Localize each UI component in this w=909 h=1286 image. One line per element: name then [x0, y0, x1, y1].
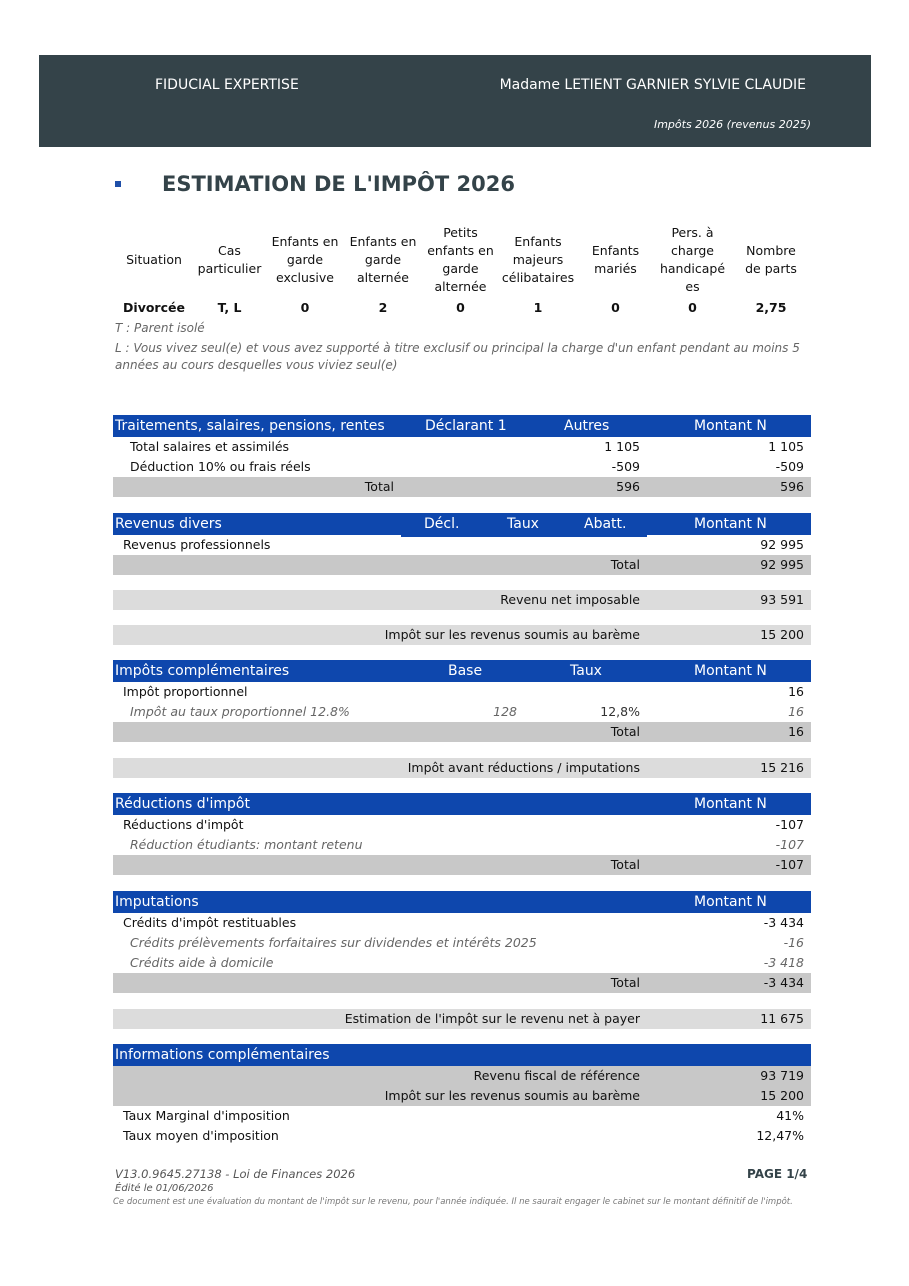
info-value: 41%	[776, 1108, 804, 1123]
column-header-decl: Décl.	[424, 516, 460, 532]
total-label: Total	[364, 479, 394, 494]
info-label: Taux Marginal d'imposition	[123, 1108, 290, 1123]
situation-value-row	[115, 298, 811, 318]
table-row	[113, 457, 811, 477]
table-row	[113, 953, 811, 973]
column-header-base: Base	[448, 663, 483, 679]
note-parent-isole: T : Parent isolé	[115, 321, 205, 335]
row-montant: -16	[783, 935, 804, 950]
section-header	[113, 891, 811, 913]
table-row	[113, 913, 811, 933]
situation-value: 1	[533, 300, 543, 315]
row-autres: 1 105	[604, 439, 640, 454]
info-row	[113, 1086, 811, 1106]
row-montant: -107	[775, 837, 804, 852]
total-row	[113, 555, 811, 575]
row-label: Crédits aide à domicile	[130, 955, 274, 970]
column-header-abatt: Abatt.	[584, 516, 627, 532]
section-title: Impôts complémentaires	[115, 663, 290, 679]
column-header-montant: Montant N	[694, 894, 767, 910]
total-montant: -3 434	[763, 975, 804, 990]
column-header-taux: Taux	[570, 663, 602, 679]
situation-header: Enfants mariés	[591, 243, 640, 276]
page-number: PAGE 1/4	[747, 1167, 808, 1181]
info-value: 93 719	[760, 1068, 804, 1083]
total-label: Total	[610, 724, 640, 739]
revenus-divers-section	[113, 513, 811, 575]
row-base: 128	[493, 704, 517, 719]
title-bullet-icon	[115, 181, 121, 187]
situation-header: Situation	[126, 252, 182, 267]
section-header	[113, 513, 811, 535]
note-case-l-line2: années au cours desquelles vous viviez seul(e)	[115, 358, 398, 372]
total-label: Total	[610, 975, 640, 990]
column-header-declarant: Déclarant 1	[425, 418, 507, 434]
summary-row	[113, 758, 811, 778]
summary-value: 15 216	[760, 760, 804, 775]
info-row	[113, 1126, 811, 1146]
total-label: Total	[610, 557, 640, 572]
situation-value: T, L	[217, 300, 242, 315]
disclaimer: Ce document est une évaluation du montant de l'impôt sur le revenu, pour l'année indiquée. Il ne saurait engager le cabinet sur le montant définitif de l'impôt.	[113, 1197, 793, 1207]
section-header	[113, 660, 811, 682]
table-row	[113, 437, 811, 457]
total-row	[113, 477, 811, 497]
row-label: Impôt proportionnel	[123, 684, 248, 699]
table-row	[113, 815, 811, 835]
situation-table	[115, 222, 811, 318]
table-row	[113, 535, 811, 555]
total-montant: 92 995	[760, 557, 804, 572]
summary-value: 15 200	[760, 627, 804, 642]
summary-value: 11 675	[760, 1011, 804, 1026]
table-row	[113, 933, 811, 953]
row-montant: 16	[788, 704, 804, 719]
row-montant: 1 105	[768, 439, 804, 454]
firm-name: FIDUCIAL EXPERTISE	[155, 77, 299, 93]
row-label: Réduction étudiants: montant retenu	[130, 837, 363, 852]
total-row	[113, 722, 811, 742]
section-title: Revenus divers	[115, 516, 222, 532]
total-montant: 596	[780, 479, 804, 494]
tax-year-subtitle: Impôts 2026 (revenus 2025)	[653, 118, 811, 131]
row-montant: 16	[788, 684, 804, 699]
row-montant: -3 434	[763, 915, 804, 930]
summary-row	[113, 590, 811, 610]
summary-label: Impôt avant réductions / imputations	[407, 760, 640, 775]
summary-value: 93 591	[760, 592, 804, 607]
section-header	[113, 1044, 811, 1066]
row-autres: -509	[611, 459, 640, 474]
impots-complementaires-section	[113, 660, 811, 742]
column-header-taux: Taux	[507, 516, 539, 532]
note-case-l-line1: L : Vous vivez seul(e) et vous avez supporté à titre exclusif ou principal la charge d'un enfant pendant au moins 5	[115, 341, 800, 355]
situation-header: Nombre de parts	[745, 243, 797, 276]
situation-value: 0	[300, 300, 310, 315]
row-montant: -509	[775, 459, 804, 474]
section-title: Traitements, salaires, pensions, rentes	[115, 418, 385, 434]
info-label: Taux moyen d'imposition	[123, 1128, 279, 1143]
total-montant: -107	[775, 857, 804, 872]
info-row	[113, 1066, 811, 1086]
situation-value: 0	[611, 300, 620, 315]
total-autres: 596	[616, 479, 640, 494]
summary-row	[113, 625, 811, 645]
situation-value: 2	[378, 300, 388, 315]
section-title: Imputations	[115, 894, 199, 910]
situation-header: Pers. à charge handicapé es	[659, 225, 726, 294]
total-row	[113, 973, 811, 993]
salaries-section	[113, 415, 811, 497]
imputations-section	[113, 891, 811, 993]
net-imposable-section	[113, 590, 811, 610]
column-header-montant: Montant N	[694, 663, 767, 679]
reductions-section	[113, 793, 811, 875]
summary-row	[113, 1009, 811, 1029]
row-label: Total salaires et assimilés	[130, 439, 290, 454]
info-label: Impôt sur les revenus soumis au barème	[384, 1088, 640, 1103]
situation-header: Enfants en garde alternée	[349, 234, 417, 285]
total-row	[113, 855, 811, 875]
situation-value: 2,75	[755, 300, 787, 315]
row-montant: 92 995	[760, 537, 804, 552]
row-label: Déduction 10% ou frais réels	[130, 459, 311, 474]
total-label: Total	[610, 857, 640, 872]
row-label: Réductions d'impôt	[123, 817, 244, 832]
info-label: Revenu fiscal de référence	[473, 1068, 640, 1083]
avant-reductions-section	[113, 758, 811, 778]
infos-section	[113, 1044, 811, 1146]
page-title: ESTIMATION DE L'IMPÔT 2026	[162, 172, 515, 196]
column-header-autres: Autres	[564, 418, 610, 434]
row-montant: -3 418	[763, 955, 804, 970]
total-montant: 16	[788, 724, 804, 739]
row-label: Crédits d'impôt restituables	[123, 915, 297, 930]
row-label: Crédits prélèvements forfaitaires sur dividendes et intérêts 2025	[130, 935, 537, 950]
client-name: Madame LETIENT GARNIER SYLVIE CLAUDIE	[499, 77, 806, 93]
summary-label: Impôt sur les revenus soumis au barème	[384, 627, 640, 642]
info-value: 12,47%	[756, 1128, 804, 1143]
situation-header-row	[115, 222, 811, 298]
section-title: Informations complémentaires	[115, 1047, 330, 1063]
info-row	[113, 1106, 811, 1126]
section-title: Réductions d'impôt	[115, 796, 250, 812]
column-header-montant: Montant N	[694, 418, 767, 434]
column-header-montant: Montant N	[694, 796, 767, 812]
table-row	[113, 835, 811, 855]
bareme-section	[113, 625, 811, 645]
situation-header: Cas particulier	[197, 243, 262, 276]
situation-header: Petits enfants en garde alternée	[427, 225, 494, 294]
net-a-payer-section	[113, 1009, 811, 1029]
info-value: 15 200	[760, 1088, 804, 1103]
situation-value: 0	[456, 300, 465, 315]
version-info: V13.0.9645.27138 - Loi de Finances 2026	[115, 1167, 356, 1181]
table-row	[113, 682, 811, 702]
row-taux: 12,8%	[600, 704, 640, 719]
edited-date: Édité le 01/06/2026	[115, 1183, 214, 1194]
header-banner	[39, 55, 871, 147]
situation-header: Enfants majeurs célibataires	[501, 234, 575, 285]
section-header	[113, 793, 811, 815]
row-label: Revenus professionnels	[123, 537, 271, 552]
row-label: Impôt au taux proportionnel 12.8%	[130, 704, 350, 719]
table-row	[113, 702, 811, 722]
summary-label: Revenu net imposable	[500, 592, 640, 607]
section-header	[113, 415, 811, 437]
situation-value: 0	[688, 300, 697, 315]
situation-header: Enfants en garde exclusive	[271, 234, 339, 285]
row-montant: -107	[775, 817, 804, 832]
column-header-montant: Montant N	[694, 516, 767, 532]
situation-value: Divorcée	[123, 300, 185, 315]
summary-label: Estimation de l'impôt sur le revenu net à payer	[344, 1011, 640, 1026]
